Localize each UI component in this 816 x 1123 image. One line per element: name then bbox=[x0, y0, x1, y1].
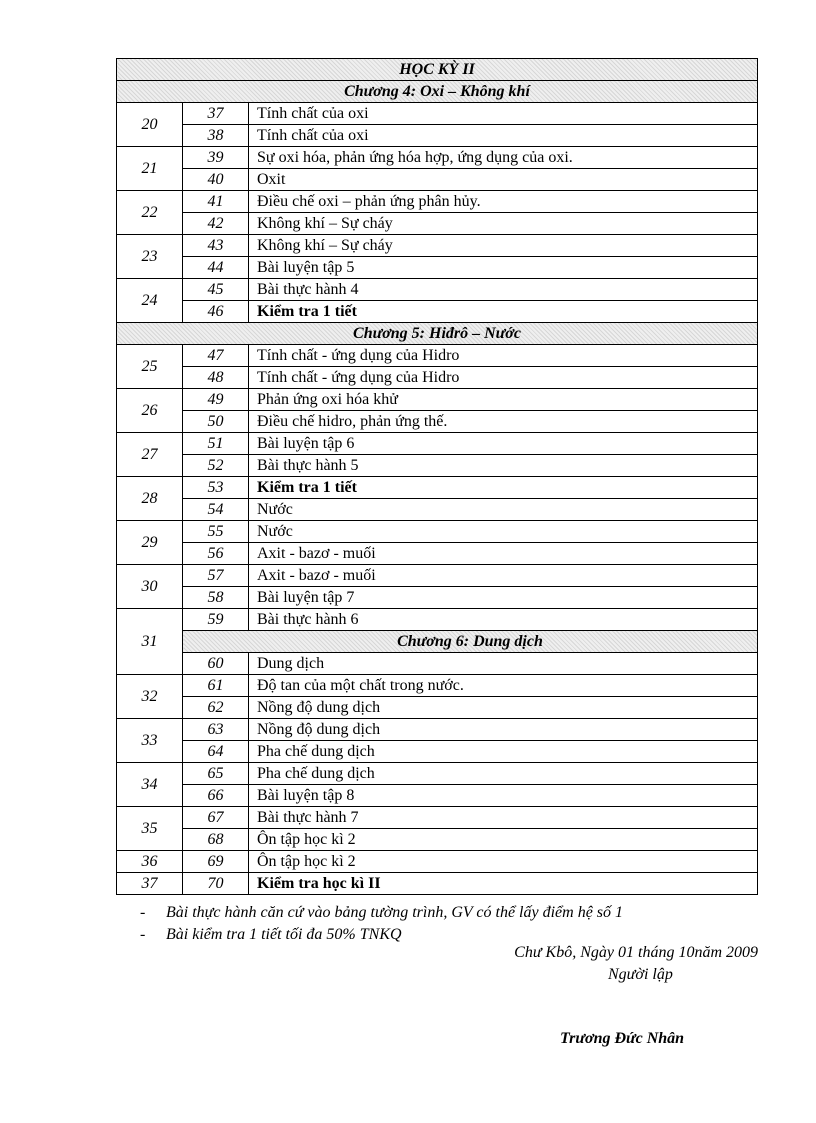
lesson-title-cell: Bài luyện tập 6 bbox=[249, 433, 758, 455]
lesson-row bbox=[117, 433, 758, 455]
period-cell: 42 bbox=[183, 213, 249, 235]
lesson-title-cell: Bài luyện tập 7 bbox=[249, 587, 758, 609]
lesson-title-cell: Không khí – Sự cháy bbox=[249, 213, 758, 235]
lesson-row bbox=[117, 411, 758, 433]
lesson-row bbox=[117, 851, 758, 873]
period-cell: 65 bbox=[183, 763, 249, 785]
period-cell: 41 bbox=[183, 191, 249, 213]
period-cell: 55 bbox=[183, 521, 249, 543]
lesson-title-cell: Axit - bazơ - muối bbox=[249, 565, 758, 587]
period-cell: 40 bbox=[183, 169, 249, 191]
lesson-title-cell: Bài luyện tập 5 bbox=[249, 257, 758, 279]
lesson-title-cell: Tính chất - ứng dụng của Hidro bbox=[249, 367, 758, 389]
semester-title: HỌC KỲ II bbox=[117, 59, 758, 81]
week-cell: 20 bbox=[117, 103, 183, 147]
lesson-row bbox=[117, 169, 758, 191]
period-cell: 66 bbox=[183, 785, 249, 807]
lesson-title-cell: Axit - bazơ - muối bbox=[249, 543, 758, 565]
week-cell: 31 bbox=[117, 609, 183, 675]
period-cell: 64 bbox=[183, 741, 249, 763]
period-cell: 49 bbox=[183, 389, 249, 411]
lesson-row bbox=[117, 301, 758, 323]
period-cell: 70 bbox=[183, 873, 249, 895]
date-line: Chư Kbô, Ngày 01 tháng 10năm 2009 bbox=[514, 944, 758, 961]
lesson-title-cell: Nồng độ dung dịch bbox=[249, 697, 758, 719]
lesson-title-cell: Tính chất - ứng dụng của Hidro bbox=[249, 345, 758, 367]
semester-header-row bbox=[117, 59, 758, 81]
note-marker: - bbox=[140, 926, 146, 943]
lesson-title-cell: Kiểm tra 1 tiết bbox=[249, 477, 758, 499]
curriculum-table bbox=[116, 58, 758, 895]
lesson-title-cell: Tính chất của oxi bbox=[249, 103, 758, 125]
period-cell: 68 bbox=[183, 829, 249, 851]
week-cell: 35 bbox=[117, 807, 183, 851]
lesson-row bbox=[117, 345, 758, 367]
week-cell: 21 bbox=[117, 147, 183, 191]
week-cell: 22 bbox=[117, 191, 183, 235]
week-cell: 30 bbox=[117, 565, 183, 609]
period-cell: 59 bbox=[183, 609, 249, 631]
week-cell: 24 bbox=[117, 279, 183, 323]
period-cell: 62 bbox=[183, 697, 249, 719]
preparer-name: Trương Đức Nhân bbox=[560, 1030, 685, 1047]
week-cell: 29 bbox=[117, 521, 183, 565]
period-cell: 67 bbox=[183, 807, 249, 829]
chapter-row bbox=[117, 631, 758, 653]
lesson-title-cell: Pha chế dung dịch bbox=[249, 763, 758, 785]
period-cell: 54 bbox=[183, 499, 249, 521]
lesson-title-cell: Nồng độ dung dịch bbox=[249, 719, 758, 741]
period-cell: 69 bbox=[183, 851, 249, 873]
lesson-row bbox=[117, 125, 758, 147]
lesson-row bbox=[117, 191, 758, 213]
lesson-row bbox=[117, 477, 758, 499]
period-cell: 46 bbox=[183, 301, 249, 323]
period-cell: 53 bbox=[183, 477, 249, 499]
lesson-title-cell: Bài thực hành 6 bbox=[249, 609, 758, 631]
lesson-row bbox=[117, 455, 758, 477]
chapter-row bbox=[117, 323, 758, 345]
lesson-row bbox=[117, 543, 758, 565]
period-cell: 57 bbox=[183, 565, 249, 587]
period-cell: 56 bbox=[183, 543, 249, 565]
chapter-title: Chương 4: Oxi – Không khí bbox=[117, 81, 758, 103]
lesson-row bbox=[117, 213, 758, 235]
lesson-title-cell: Dung dịch bbox=[249, 653, 758, 675]
lesson-row bbox=[117, 521, 758, 543]
chapter-row bbox=[117, 81, 758, 103]
lesson-title-cell: Bài thực hành 7 bbox=[249, 807, 758, 829]
lesson-title-cell: Oxit bbox=[249, 169, 758, 191]
lesson-title-cell: Tính chất của oxi bbox=[249, 125, 758, 147]
lesson-row bbox=[117, 873, 758, 895]
lesson-row bbox=[117, 389, 758, 411]
period-cell: 50 bbox=[183, 411, 249, 433]
notes-list bbox=[140, 902, 623, 946]
note-text: Bài thực hành căn cứ vào bảng tường trình, GV có thể lấy điểm hệ số 1 bbox=[166, 904, 624, 921]
lesson-row bbox=[117, 741, 758, 763]
week-cell: 36 bbox=[117, 851, 183, 873]
preparer-role: Người lập bbox=[608, 966, 673, 983]
chapter-title: Chương 5: Hiđrô – Nước bbox=[117, 323, 758, 345]
lesson-row bbox=[117, 147, 758, 169]
week-cell: 33 bbox=[117, 719, 183, 763]
period-cell: 60 bbox=[183, 653, 249, 675]
period-cell: 48 bbox=[183, 367, 249, 389]
lesson-title-cell: Điều chế oxi – phản ứng phân hủy. bbox=[249, 191, 758, 213]
period-cell: 51 bbox=[183, 433, 249, 455]
note-text: Bài kiểm tra 1 tiết tối đa 50% TNKQ bbox=[166, 926, 402, 943]
lesson-title-cell: Độ tan của một chất trong nước. bbox=[249, 675, 758, 697]
period-cell: 52 bbox=[183, 455, 249, 477]
period-cell: 43 bbox=[183, 235, 249, 257]
lesson-row bbox=[117, 653, 758, 675]
period-cell: 37 bbox=[183, 103, 249, 125]
lesson-title-cell: Ôn tập học kì 2 bbox=[249, 851, 758, 873]
lesson-row bbox=[117, 257, 758, 279]
lesson-title-cell: Bài luyện tập 8 bbox=[249, 785, 758, 807]
lesson-row bbox=[117, 675, 758, 697]
week-cell: 25 bbox=[117, 345, 183, 389]
period-cell: 39 bbox=[183, 147, 249, 169]
week-cell: 27 bbox=[117, 433, 183, 477]
lesson-title-cell: Nước bbox=[249, 521, 758, 543]
week-cell: 34 bbox=[117, 763, 183, 807]
note-item bbox=[140, 924, 623, 946]
lesson-title-cell: Kiểm tra 1 tiết bbox=[249, 301, 758, 323]
period-cell: 44 bbox=[183, 257, 249, 279]
lesson-title-cell: Ôn tập học kì 2 bbox=[249, 829, 758, 851]
period-cell: 47 bbox=[183, 345, 249, 367]
lesson-row bbox=[117, 763, 758, 785]
note-item bbox=[140, 902, 623, 924]
lesson-title-cell: Pha chế dung dịch bbox=[249, 741, 758, 763]
week-cell: 37 bbox=[117, 873, 183, 895]
lesson-title-cell: Phản ứng oxi hóa khử bbox=[249, 389, 758, 411]
week-cell: 26 bbox=[117, 389, 183, 433]
period-cell: 38 bbox=[183, 125, 249, 147]
week-cell: 32 bbox=[117, 675, 183, 719]
lesson-row bbox=[117, 719, 758, 741]
lesson-row bbox=[117, 609, 758, 631]
week-cell: 23 bbox=[117, 235, 183, 279]
lesson-row bbox=[117, 829, 758, 851]
lesson-row bbox=[117, 367, 758, 389]
lesson-row bbox=[117, 587, 758, 609]
lesson-title-cell: Bài thực hành 4 bbox=[249, 279, 758, 301]
curriculum-table-body bbox=[117, 59, 758, 895]
week-cell: 28 bbox=[117, 477, 183, 521]
lesson-title-cell: Điều chế hidro, phản ứng thế. bbox=[249, 411, 758, 433]
lesson-row bbox=[117, 103, 758, 125]
lesson-row bbox=[117, 565, 758, 587]
lesson-row bbox=[117, 807, 758, 829]
period-cell: 58 bbox=[183, 587, 249, 609]
lesson-title-cell: Nước bbox=[249, 499, 758, 521]
lesson-row bbox=[117, 279, 758, 301]
lesson-title-cell: Sự oxi hóa, phản ứng hóa hợp, ứng dụng của oxi. bbox=[249, 147, 758, 169]
note-marker: - bbox=[140, 904, 146, 921]
period-cell: 45 bbox=[183, 279, 249, 301]
chapter-title: Chương 6: Dung dịch bbox=[183, 631, 758, 653]
lesson-row bbox=[117, 235, 758, 257]
lesson-row bbox=[117, 499, 758, 521]
lesson-row bbox=[117, 785, 758, 807]
period-cell: 61 bbox=[183, 675, 249, 697]
period-cell: 63 bbox=[183, 719, 249, 741]
lesson-row bbox=[117, 697, 758, 719]
lesson-title-cell: Kiểm tra học kì II bbox=[249, 873, 758, 895]
lesson-title-cell: Không khí – Sự cháy bbox=[249, 235, 758, 257]
lesson-title-cell: Bài thực hành 5 bbox=[249, 455, 758, 477]
